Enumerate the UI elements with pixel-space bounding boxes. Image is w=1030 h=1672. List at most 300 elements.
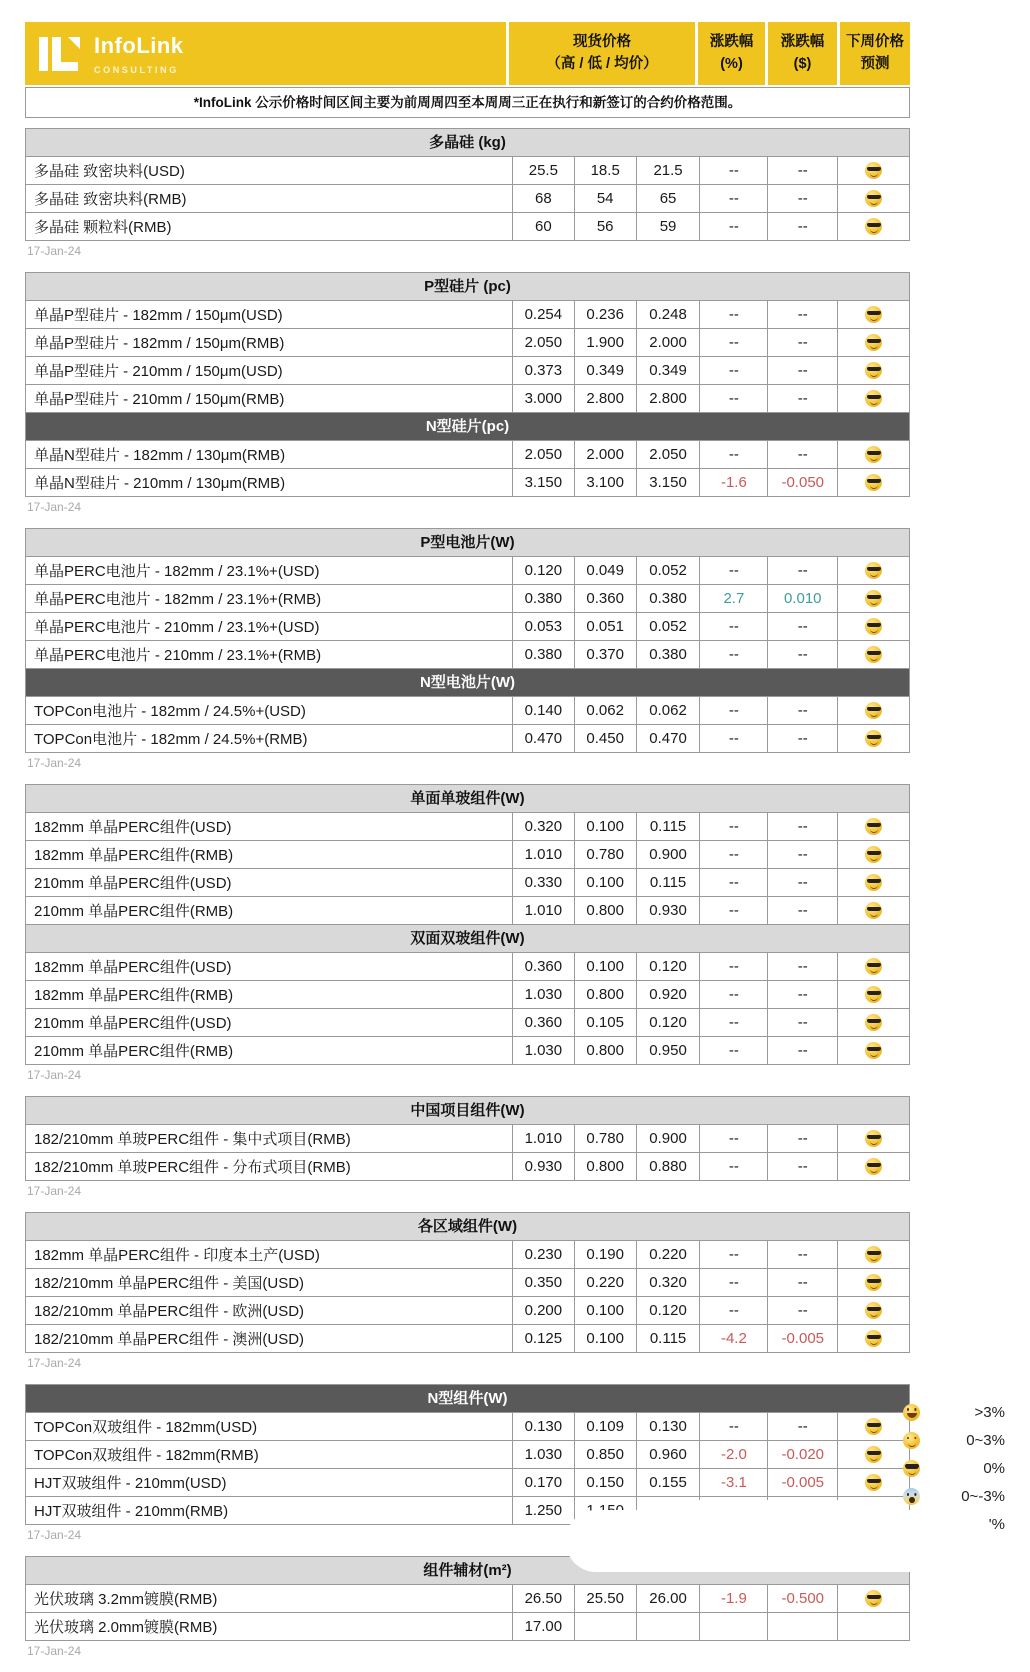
product-label: 单晶N型硅片 - 210mm / 130μm(RMB) — [34, 475, 286, 492]
cool-face-emoji-icon — [865, 1158, 882, 1175]
table-row — [26, 952, 909, 980]
table-header — [25, 22, 910, 85]
price-low: 0.349 — [574, 357, 636, 384]
price-avg: 0.115 — [636, 1325, 700, 1352]
price-table — [25, 528, 910, 753]
change-usd: -- — [767, 385, 837, 412]
price-avg: 0.900 — [636, 1125, 700, 1152]
column-header-change-usd — [768, 22, 837, 85]
table-row — [26, 1152, 909, 1180]
change-percent: -- — [699, 1009, 767, 1036]
product-label: 210mm 单晶PERC组件(USD) — [34, 1015, 232, 1032]
cool-face-emoji-icon — [865, 390, 882, 407]
change-usd: -- — [767, 869, 837, 896]
price-high: 3.150 — [512, 469, 574, 496]
change-usd: -- — [767, 1413, 837, 1440]
price-low: 0.100 — [574, 813, 636, 840]
change-usd: -- — [767, 641, 837, 668]
cool-face-emoji-icon — [865, 874, 882, 891]
legend-item — [903, 1426, 1005, 1454]
table-row — [26, 384, 909, 412]
column-header-forecast — [840, 22, 910, 85]
change-percent: -- — [699, 441, 767, 468]
forecast-cell — [837, 1469, 909, 1496]
price-avg: 0.115 — [636, 869, 700, 896]
product-label: 多晶硅 致密块料(RMB) — [34, 191, 187, 208]
table-row — [26, 868, 909, 896]
forecast-cell — [837, 725, 909, 752]
price-low: 0.800 — [574, 1037, 636, 1064]
section-header: 组件辅材(m²) — [26, 1557, 909, 1584]
product-label: 多晶硅 颗粒料(RMB) — [34, 219, 172, 236]
change-percent: -- — [699, 697, 767, 724]
cool-face-emoji-icon — [865, 818, 882, 835]
section-header: 双面双玻组件(W) — [26, 924, 909, 952]
table-row — [26, 440, 909, 468]
product-label: HJT双玻组件 - 210mm(USD) — [34, 1475, 227, 1492]
price-low: 0.780 — [574, 1125, 636, 1152]
price-high: 0.360 — [512, 953, 574, 980]
forecast-cell — [837, 557, 909, 584]
table-row — [26, 328, 909, 356]
price-table — [25, 1096, 910, 1181]
price-avg: 0.900 — [636, 841, 700, 868]
change-percent: -- — [699, 1241, 767, 1268]
forecast-cell — [837, 1125, 909, 1152]
forecast-cell — [837, 869, 909, 896]
price-avg: 0.349 — [636, 357, 700, 384]
table-row — [26, 1036, 909, 1064]
forecast-cell — [837, 981, 909, 1008]
change-percent: -- — [699, 813, 767, 840]
price-high: 17.00 — [512, 1613, 574, 1640]
cool-face-emoji-icon — [865, 306, 882, 323]
scream-emoji-icon — [903, 1488, 920, 1505]
change-usd-unit: ($) — [793, 55, 812, 72]
price-high: 0.254 — [512, 301, 574, 328]
change-usd: -- — [767, 953, 837, 980]
change-percent: -- — [699, 385, 767, 412]
forecast-cell — [837, 1413, 909, 1440]
cool-face-emoji-icon — [865, 1590, 882, 1607]
price-high: 1.010 — [512, 1125, 574, 1152]
product-label: 单晶N型硅片 - 182mm / 130μm(RMB) — [34, 447, 286, 464]
price-high: 1.010 — [512, 897, 574, 924]
price-low: 25.50 — [574, 1585, 636, 1612]
cool-face-emoji-icon — [865, 1274, 882, 1291]
price-low: 0.220 — [574, 1269, 636, 1296]
price-low: 0.190 — [574, 1241, 636, 1268]
price-high: 0.125 — [512, 1325, 574, 1352]
table-row — [26, 556, 909, 584]
table-row — [26, 184, 909, 212]
price-high: 26.50 — [512, 1585, 574, 1612]
cool-face-emoji-icon — [865, 162, 882, 179]
product-label: 单晶PERC电池片 - 210mm / 23.1%+(USD) — [34, 619, 320, 636]
price-high: 0.200 — [512, 1297, 574, 1324]
forecast-title: 下周价格 — [846, 34, 904, 51]
change-percent: -- — [699, 301, 767, 328]
table-row — [26, 1124, 909, 1152]
cool-face-emoji-icon — [865, 1418, 882, 1435]
forecast-cell — [837, 157, 909, 184]
price-high: 0.470 — [512, 725, 574, 752]
price-low: 0.800 — [574, 1153, 636, 1180]
forecast-cell — [837, 585, 909, 612]
table-row — [26, 300, 909, 328]
price-high: 0.380 — [512, 641, 574, 668]
price-period-note: *InfoLink 公示价格时间区间主要为前周周四至本周周三正在执行和新签订的合约价格范围。 — [25, 87, 910, 118]
infolink-logo-icon — [39, 34, 83, 74]
price-low: 0.062 — [574, 697, 636, 724]
price-avg: 0.130 — [636, 1413, 700, 1440]
change-usd: -- — [767, 1269, 837, 1296]
forecast-cell — [837, 641, 909, 668]
table-row — [26, 1612, 909, 1640]
price-low: 0.049 — [574, 557, 636, 584]
forecast-cell — [837, 441, 909, 468]
product-label: 单晶P型硅片 - 182mm / 150μm(RMB) — [34, 335, 285, 352]
legend-item — [903, 1482, 1005, 1510]
forecast-cell — [837, 697, 909, 724]
change-percent: -- — [699, 981, 767, 1008]
change-percent: -- — [699, 641, 767, 668]
change-percent — [699, 1613, 767, 1640]
price-table-area — [25, 22, 910, 1672]
product-label: 光伏玻璃 3.2mm镀膜(RMB) — [34, 1591, 218, 1608]
price-low: 54 — [574, 185, 636, 212]
change-usd: -- — [767, 357, 837, 384]
price-low: 56 — [574, 213, 636, 240]
product-label: 210mm 单晶PERC组件(USD) — [34, 875, 232, 892]
price-low: 0.360 — [574, 585, 636, 612]
change-usd: -- — [767, 1037, 837, 1064]
change-percent: -3.1 — [699, 1469, 767, 1496]
change-usd: -0.005 — [767, 1469, 837, 1496]
change-percent: -- — [699, 357, 767, 384]
product-label: 光伏玻璃 2.0mm镀膜(RMB) — [34, 1619, 218, 1636]
change-percent: -- — [699, 841, 767, 868]
change-percent: -- — [699, 1297, 767, 1324]
forecast-cell — [837, 185, 909, 212]
change-usd: -0.050 — [767, 469, 837, 496]
forecast-cell — [837, 1297, 909, 1324]
price-low: 0.100 — [574, 1297, 636, 1324]
change-percent: -- — [699, 185, 767, 212]
product-label: TOPCon电池片 - 182mm / 24.5%+(RMB) — [34, 731, 308, 748]
date-label: 17-Jan-24 — [27, 244, 82, 258]
cool-face-emoji-icon — [865, 562, 882, 579]
cool-face-emoji-icon — [865, 190, 882, 207]
legend-label: '% — [988, 1515, 1005, 1533]
section-header: 单面单玻组件(W) — [26, 785, 909, 812]
price-low: 0.800 — [574, 897, 636, 924]
forecast-cell — [837, 813, 909, 840]
forecast-cell — [837, 469, 909, 496]
table-row — [26, 1268, 909, 1296]
change-usd: 0.010 — [767, 585, 837, 612]
price-avg: 0.062 — [636, 697, 700, 724]
price-low: 2.800 — [574, 385, 636, 412]
forecast-cell — [837, 841, 909, 868]
cool-face-emoji-icon — [865, 1446, 882, 1463]
price-low: 0.780 — [574, 841, 636, 868]
price-high: 3.000 — [512, 385, 574, 412]
price-avg: 2.800 — [636, 385, 700, 412]
cool-face-emoji-icon — [865, 730, 882, 747]
price-avg: 65 — [636, 185, 700, 212]
forecast-cell — [837, 1009, 909, 1036]
price-avg: 0.155 — [636, 1469, 700, 1496]
price-avg: 0.380 — [636, 641, 700, 668]
forecast-cell — [837, 613, 909, 640]
table-row — [26, 1008, 909, 1036]
cool-emoji-icon — [903, 1460, 920, 1477]
price-low: 0.105 — [574, 1009, 636, 1036]
change-percent: -2.0 — [699, 1441, 767, 1468]
table-row — [26, 1468, 909, 1496]
change-usd: -0.020 — [767, 1441, 837, 1468]
price-high: 1.010 — [512, 841, 574, 868]
price-low: 0.450 — [574, 725, 636, 752]
product-label: 182/210mm 单玻PERC组件 - 分布式项目(RMB) — [34, 1159, 351, 1176]
section-header: P型硅片 (pc) — [26, 273, 909, 300]
price-low: 18.5 — [574, 157, 636, 184]
price-high: 68 — [512, 185, 574, 212]
change-percent: -- — [699, 953, 767, 980]
table-row — [26, 640, 909, 668]
forecast-subtitle: 预测 — [860, 55, 890, 72]
product-label: 182mm 单晶PERC组件(USD) — [34, 959, 232, 976]
change-percent: 2.7 — [699, 585, 767, 612]
price-low: 0.850 — [574, 1441, 636, 1468]
table-row — [26, 356, 909, 384]
section-header: 各区域组件(W) — [26, 1213, 909, 1240]
change-usd: -- — [767, 213, 837, 240]
spot-price-subtitle: （高 / 低 / 均价） — [546, 55, 658, 72]
price-high: 0.930 — [512, 1153, 574, 1180]
cool-face-emoji-icon — [865, 1042, 882, 1059]
change-percent: -- — [699, 725, 767, 752]
cool-face-emoji-icon — [865, 846, 882, 863]
price-avg: 0.320 — [636, 1269, 700, 1296]
change-usd: -- — [767, 725, 837, 752]
cool-face-emoji-icon — [865, 902, 882, 919]
date-label: 17-Jan-24 — [27, 500, 82, 514]
section-header: N型组件(W) — [26, 1385, 909, 1412]
product-label: 单晶P型硅片 - 210mm / 150μm(RMB) — [34, 391, 285, 408]
price-high: 0.230 — [512, 1241, 574, 1268]
price-avg: 0.052 — [636, 557, 700, 584]
cool-face-emoji-icon — [865, 1302, 882, 1319]
change-usd: -- — [767, 1125, 837, 1152]
change-usd — [767, 1613, 837, 1640]
price-high: 0.053 — [512, 613, 574, 640]
table-row — [26, 212, 909, 240]
cool-face-emoji-icon — [865, 1474, 882, 1491]
product-label: 182mm 单晶PERC组件 - 印度本土产(USD) — [34, 1247, 320, 1264]
price-low: 0.100 — [574, 869, 636, 896]
cool-face-emoji-icon — [865, 474, 882, 491]
change-percent: -- — [699, 157, 767, 184]
change-usd: -- — [767, 1153, 837, 1180]
table-row — [26, 612, 909, 640]
change-percent: -4.2 — [699, 1325, 767, 1352]
product-label: 210mm 单晶PERC组件(RMB) — [34, 1043, 234, 1060]
price-low — [574, 1613, 636, 1640]
brand-header-cell — [25, 22, 506, 85]
price-low: 0.150 — [574, 1469, 636, 1496]
price-blocks — [25, 128, 910, 1658]
cool-face-emoji-icon — [865, 646, 882, 663]
price-low: 0.100 — [574, 1325, 636, 1352]
price-high: 0.350 — [512, 1269, 574, 1296]
price-low: 0.370 — [574, 641, 636, 668]
change-usd: -- — [767, 613, 837, 640]
price-low: 3.100 — [574, 469, 636, 496]
price-avg: 0.470 — [636, 725, 700, 752]
product-label: 单晶PERC电池片 - 182mm / 23.1%+(RMB) — [34, 591, 322, 608]
cool-face-emoji-icon — [865, 334, 882, 351]
change-usd: -- — [767, 1241, 837, 1268]
forecast-cell — [837, 1269, 909, 1296]
product-label: 182mm 单晶PERC组件(RMB) — [34, 987, 234, 1004]
price-high: 0.120 — [512, 557, 574, 584]
change-usd: -- — [767, 697, 837, 724]
price-table — [25, 272, 910, 497]
price-table — [25, 1212, 910, 1353]
grin-emoji-icon — [903, 1404, 920, 1421]
change-percent: -1.9 — [699, 1585, 767, 1612]
change-usd: -- — [767, 981, 837, 1008]
product-label: 单晶P型硅片 - 210mm / 150μm(USD) — [34, 363, 283, 380]
white-overlay-blob — [566, 1510, 968, 1572]
legend-label: 0~3% — [966, 1431, 1005, 1449]
product-label: TOPCon双玻组件 - 182mm(USD) — [34, 1419, 258, 1436]
price-avg: 26.00 — [636, 1585, 700, 1612]
product-label: HJT双玻组件 - 210mm(RMB) — [34, 1503, 229, 1520]
brand-text — [94, 30, 184, 77]
price-low: 0.800 — [574, 981, 636, 1008]
price-avg: 2.000 — [636, 329, 700, 356]
product-label: 210mm 单晶PERC组件(RMB) — [34, 903, 234, 920]
price-high: 0.380 — [512, 585, 574, 612]
date-label: 17-Jan-24 — [27, 1184, 82, 1198]
smile-emoji-icon — [903, 1432, 920, 1449]
table-row — [26, 812, 909, 840]
price-avg: 3.150 — [636, 469, 700, 496]
price-avg: 0.120 — [636, 953, 700, 980]
change-usd: -0.500 — [767, 1585, 837, 1612]
forecast-cell — [837, 213, 909, 240]
cool-face-emoji-icon — [865, 590, 882, 607]
change-percent-unit: (%) — [720, 55, 743, 72]
date-label: 17-Jan-24 — [27, 1644, 82, 1658]
price-low: 0.236 — [574, 301, 636, 328]
product-label: 182/210mm 单晶PERC组件 - 美国(USD) — [34, 1275, 305, 1292]
change-percent: -1.6 — [699, 469, 767, 496]
price-high: 25.5 — [512, 157, 574, 184]
price-avg: 0.248 — [636, 301, 700, 328]
forecast-cell — [837, 1153, 909, 1180]
cool-face-emoji-icon — [865, 218, 882, 235]
price-low: 0.109 — [574, 1413, 636, 1440]
legend-label: 0% — [983, 1459, 1005, 1477]
section-header: N型硅片(pc) — [26, 412, 909, 440]
price-low: 0.051 — [574, 613, 636, 640]
price-high: 1.030 — [512, 1037, 574, 1064]
legend-label: >3% — [974, 1403, 1005, 1421]
change-percent: -- — [699, 1153, 767, 1180]
legend-item — [903, 1454, 1005, 1482]
table-row — [26, 468, 909, 496]
cool-face-emoji-icon — [865, 1330, 882, 1347]
price-avg: 2.050 — [636, 441, 700, 468]
cool-face-emoji-icon — [865, 1014, 882, 1031]
price-avg: 0.120 — [636, 1009, 700, 1036]
spot-price-title: 现货价格 — [573, 34, 631, 51]
table-row — [26, 1296, 909, 1324]
price-high: 0.320 — [512, 813, 574, 840]
price-avg: 21.5 — [636, 157, 700, 184]
change-percent: -- — [699, 1125, 767, 1152]
price-high: 1.030 — [512, 981, 574, 1008]
change-percent: -- — [699, 613, 767, 640]
change-usd: -0.005 — [767, 1325, 837, 1352]
cool-face-emoji-icon — [865, 362, 882, 379]
price-high: 0.170 — [512, 1469, 574, 1496]
price-high: 0.140 — [512, 697, 574, 724]
product-label: 182mm 单晶PERC组件(RMB) — [34, 847, 234, 864]
forecast-cell — [837, 1325, 909, 1352]
change-percent-title: 涨跌幅 — [709, 34, 754, 51]
brand-subtitle: CONSULTING — [94, 64, 179, 75]
forecast-cell — [837, 329, 909, 356]
table-row — [26, 1240, 909, 1268]
forecast-cell — [837, 1585, 909, 1612]
forecast-cell — [837, 1613, 909, 1640]
price-avg: 0.120 — [636, 1297, 700, 1324]
product-label: 182/210mm 单晶PERC组件 - 澳洲(USD) — [34, 1331, 305, 1348]
price-high: 0.360 — [512, 1009, 574, 1036]
change-usd: -- — [767, 813, 837, 840]
price-avg: 0.930 — [636, 897, 700, 924]
product-label: TOPCon双玻组件 - 182mm(RMB) — [34, 1447, 259, 1464]
product-label: 182mm 单晶PERC组件(USD) — [34, 819, 232, 836]
price-high: 60 — [512, 213, 574, 240]
price-table — [25, 128, 910, 241]
brand-name: InfoLink — [94, 33, 184, 59]
forecast-cell — [837, 1037, 909, 1064]
change-usd: -- — [767, 557, 837, 584]
legend-item — [903, 1398, 1005, 1426]
change-usd: -- — [767, 157, 837, 184]
change-usd-title: 涨跌幅 — [780, 34, 825, 51]
table-row — [26, 980, 909, 1008]
product-label: 多晶硅 致密块料(USD) — [34, 163, 185, 180]
change-percent: -- — [699, 557, 767, 584]
change-percent: -- — [699, 897, 767, 924]
change-usd: -- — [767, 301, 837, 328]
table-row — [26, 1584, 909, 1612]
table-row — [26, 896, 909, 924]
change-usd: -- — [767, 1297, 837, 1324]
change-usd: -- — [767, 1009, 837, 1036]
cool-face-emoji-icon — [865, 1130, 882, 1147]
product-label: 182/210mm 单玻PERC组件 - 集中式项目(RMB) — [34, 1131, 351, 1148]
change-percent: -- — [699, 329, 767, 356]
change-usd: -- — [767, 841, 837, 868]
